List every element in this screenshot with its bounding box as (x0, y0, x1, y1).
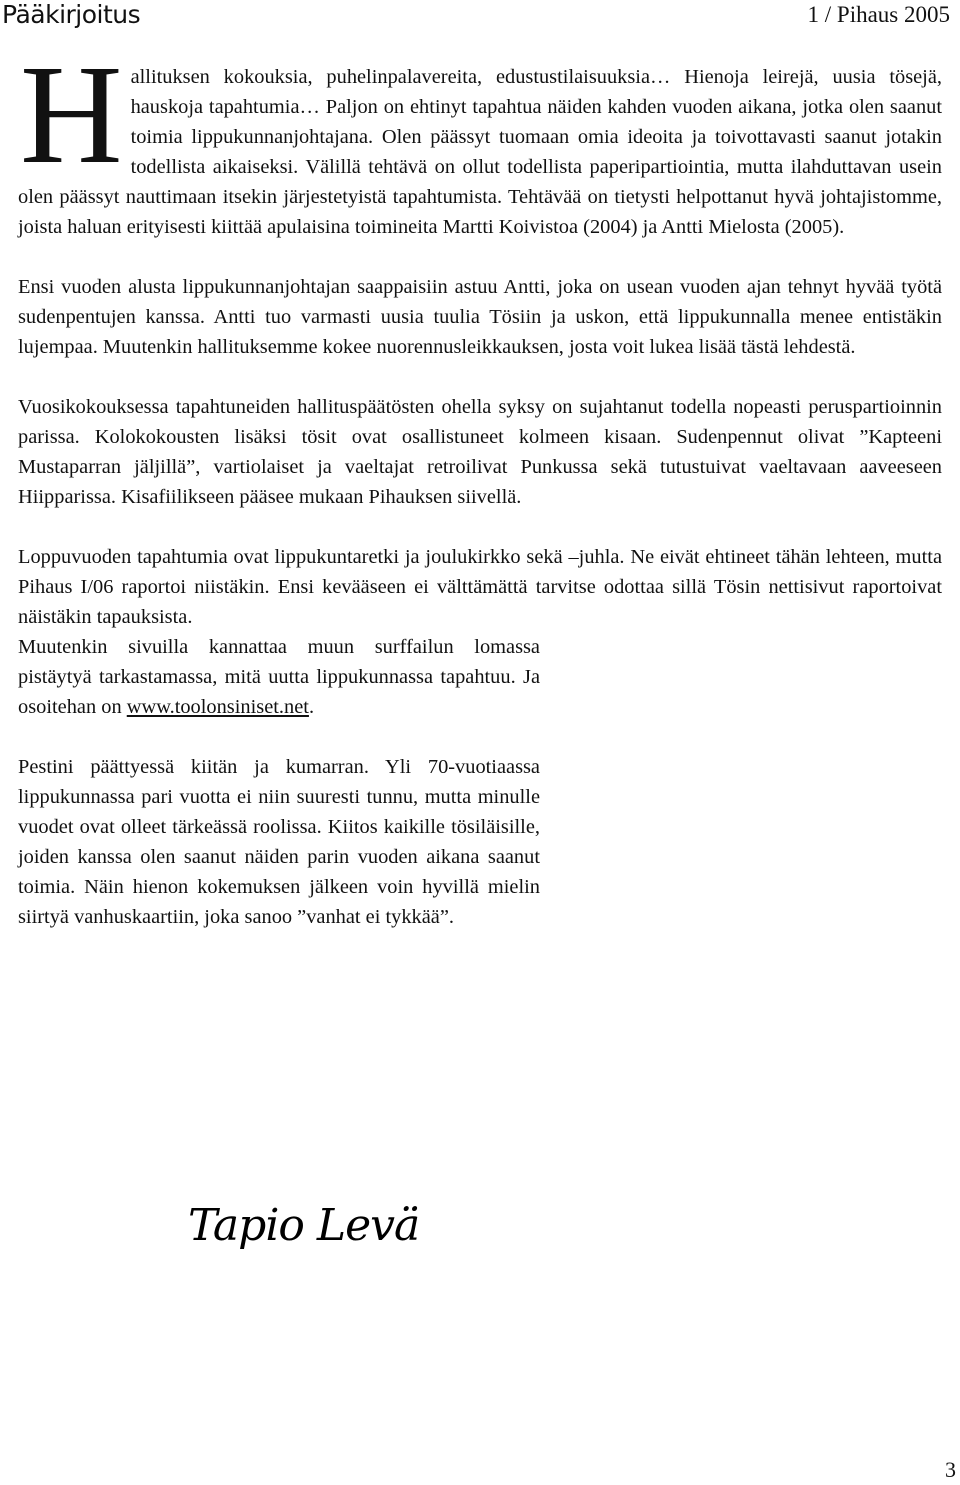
paragraph-1-text: allituksen kokouksia, puhelinpalavereita, edustustilaisuuksia… Hienoja leirejä, uusia tösejä, hauskoja tapahtumia… Paljon on ehtinyt tapahtua näiden kahden vuoden aikana, jotka olen saanut toimia lippukunnanjohtajana. Olen päässyt tuomaan omia ideoita ja toivottavasti saanut jotakin todellista aikaiseksi. Välillä tehtävä on ollut todellista paperipartiointia, mutta ilahduttavan usein olen päässyt nauttimaan itsekin järjestetyistä tapahtumista. Tehtävää on tietysti helpottanut hyvä johtajistomme, joista haluan erityisesti kiittää apulaisina toimineita Martti Koivistoa (2004) ja Antti Mielosta (2005). (18, 66, 942, 238)
page-number: 3 (945, 1457, 956, 1482)
website-link[interactable]: www.toolonsiniset.net (126, 696, 309, 718)
paragraph-1 (18, 35, 942, 242)
paragraph-5: Pestini päättyessä kiitän ja kumarran. Yli 70-vuotiaassa lippukunnassa pari vuotta ei niin suuresti tunnu, mutta minulle vuodet ovat olleet tärkeässä roolissa. Kiitos kaikille tösiläisille, joiden kanssa olen saanut näiden parin vuoden aikana saanut toimia. Näin hienon kokemuksen jälkeen voin hyvillä mielin siirtyä vanhuskaartiin, joka sanoo ”vanhat ei tykkää”. (18, 756, 540, 928)
article-body (18, 35, 942, 932)
paragraph-4-narrow-text: Muutenkin sivuilla kannattaa muun surffailun lomassa pistäytyä tarkastamassa, mitä uutta lippukunnassa tapahtuu. Ja osoitehan on (18, 636, 540, 718)
paragraph-4-wide: Loppuvuoden tapahtumia ovat lippukuntaretki ja joulukirkko sekä –juhla. Ne eivät ehtineet tähän lehteen, mutta Pihaus I/06 raportoi niistäkin. Ensi kevääseen ei välttämättä tarvitse odottaa sillä Tösin nettisivut raportoivat näistäkin tapauksista. (18, 546, 942, 628)
signature: Tapio Levä (188, 1200, 420, 1251)
paragraph-4-narrow (18, 632, 540, 722)
drop-cap: H (20, 35, 123, 193)
issue-label: 1 / Pihaus 2005 (807, 2, 950, 27)
paragraph-3: Vuosikokouksessa tapahtuneiden hallituspäätösten ohella syksy on sujahtanut todella nopeasti peruspartioinnin parissa. Kolokokousten lisäksi tösit ovat osallistuneet kolmeen kisaan. Sudenpennut olivat ”Kapteeni Mustaparran jäljillä”, vartiolaiset ja vaeltajat retroilivat Punkussa sekä tutustuivat vaeltavaan aaveeseen Hiipparissa. Kisafiilikseen pääsee mukaan Pihauksen siivellä. (18, 396, 942, 508)
paragraph-2: Ensi vuoden alusta lippukunnanjohtajan saappaisiin astuu Antti, joka on usean vuoden ajan tehnyt hyvää työtä sudenpentujen kanssa. Antti tuo varmasti uusia tuulia Tösiin ja uskon, että lippukunnalla menee entistäkin lujempaa. Muutenkin hallituksemme kokee nuorennusleikkauksen, josta voit lukea lisää tästä lehdestä. (18, 276, 942, 358)
section-title: Pääkirjoitus (2, 0, 141, 29)
paragraph-4-end: . (308, 696, 315, 718)
